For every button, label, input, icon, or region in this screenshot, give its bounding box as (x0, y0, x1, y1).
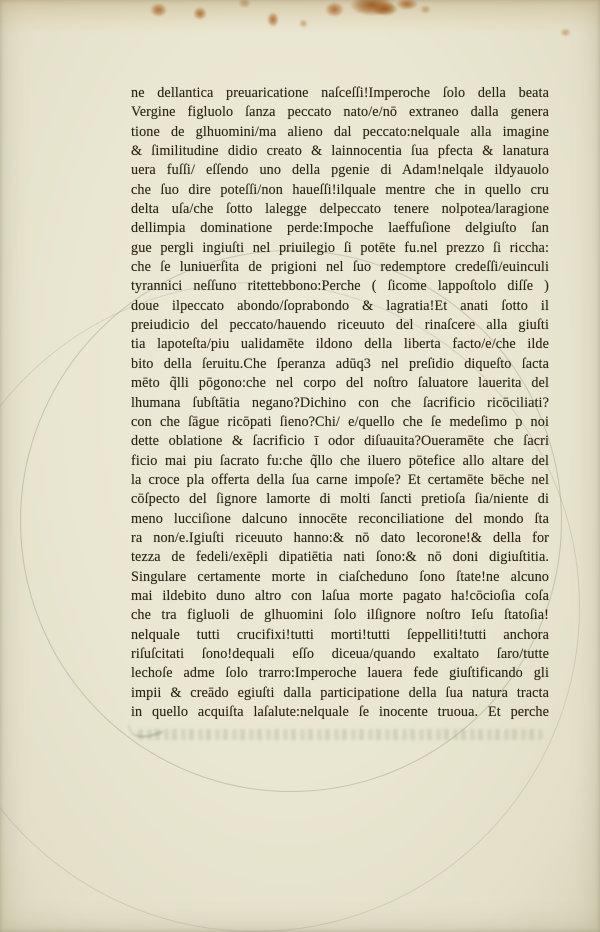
text-line: impii & creādo egiuſti dalla participatione della ſua natura tracta (131, 684, 549, 701)
text-line: doue ilpeccato abondo/ſoprabondo & lagratia!Et anati ſotto il (131, 297, 549, 314)
showthrough-text-smudge (138, 729, 543, 740)
text-line: uera fuſſi/ eſſendo uno della pgenie di Adam!nelqale ildyauolo (131, 162, 549, 179)
text-line: con che ſāgue ricōpati ſieno?Chi/ e/quello che ſe medeſimo p noi (131, 413, 549, 430)
text-line: la croce pla offerta della ſua carne impoſe? Et certamēte bēche nel (131, 471, 549, 488)
text-line: ficio mai piu ſacrato fu:che q̃llo che iluero pōtefice allo altare del (131, 452, 549, 469)
text-line: tezza de fedeli/exēpli dipatiētia nati ſono:& nō doni digiuſtitia. (131, 549, 549, 566)
text-line: lechoſe adme ſolo trarro:Imperoche lauera fede giuſtificando gli (131, 665, 549, 682)
foxing-spot (560, 28, 571, 37)
foxing-spot (299, 19, 308, 28)
text-line: tyrannici neſſuno ritettebbono:Perche ( ſicome lappoſtolo diſſe ) (131, 278, 549, 295)
text-line: Singulare certamente morte in ciaſcheduno ſono ſtate!ne alcuno (131, 568, 549, 585)
text-line: mai ildebito duno altro con laſua morte pagato ha!cōcioſia coſa (131, 587, 549, 604)
text-line: riſuſcitati ſono!dequali eſſo diceua/quando exaltato ſaro/tutte (131, 645, 549, 662)
text-line: meno lucciſione dalcuno innocēte reconciliatione del mondo ſta (131, 510, 549, 527)
text-line: che ſe luniuerſita de prigioni nel ſuo redemptore credeſſi/euinculi (131, 259, 549, 276)
text-line: & ſimilitudine didio creato & lainnocentia ſua pfecta & lanatura (131, 143, 549, 160)
aged-paper-band (0, 0, 600, 34)
text-line: mēto q̃lli pōgono:che nel corpo del noſtro ſaluatore lauerita del (131, 375, 549, 392)
text-line: dellimpia dominatione perde:Impoche laeffuſione delgiuſto ſan (131, 220, 549, 237)
text-line: cōſpecto del ſignore lamorte di molti ſancti pretioſa ſia/niente di (131, 491, 549, 508)
text-line: in quello acquiſta laſalute:nelquale ſe inocente truoua. Et perche (131, 704, 549, 720)
text-line: delta uſa/che ſotto lalegge delpeccato tenere nolpotea/laragione (131, 201, 549, 218)
text-line: nelquale tutti crucifixi!tutti morti!tutti ſeppelliti!tutti anchora (131, 626, 549, 643)
foxing-spot (372, 2, 398, 16)
foxing-spot (193, 7, 207, 20)
page-text (131, 84, 549, 722)
text-line: che ſuo dire poteſſi/non haueſſi!ilquale mentre che in quello cru (131, 181, 549, 198)
text-line: Vergine figluolo ſanza peccato nato/e/nō extraneo dalla genera (131, 104, 549, 121)
foxing-spot (267, 12, 279, 27)
text-line: gue pergli ingiuſti nel priuilegio ſi potēte fu.nel prezzo ſi riccha: (131, 239, 549, 256)
text-line: lhumana ſubſtātia negano?Dichino con che ſacrificio ricōciliati? (131, 394, 549, 411)
foxing-spot (325, 2, 344, 17)
foxing-spot (420, 5, 431, 14)
text-line: tione de glhuomini/ma alieno dal peccato:nelquale alla imagine (131, 123, 549, 140)
text-line: bito della ſeruitu.Che ſperanza adūq3 nel preſidio diqueſto ſacta (131, 355, 549, 372)
text-line: dette oblatione & ſacrificio ī odor diſuauita?Oueramēte che ſacri (131, 433, 549, 450)
text-line: ne dellantica preuaricatione naſceſſi!Imperoche ſolo della beata (131, 85, 549, 101)
text-line: che tra figluoli de glhuomini ſolo ilſignore noſtro Ieſu ſtatoſia! (131, 607, 549, 624)
text-line: ra non/e.Igiuſti riceuuto hanno:& nō dato lecorone!& della for (131, 529, 549, 546)
foxing-spot (150, 3, 167, 17)
text-line: preiudicio del peccato/hauendo riceuuto del rinaſcere alla giuſti (131, 317, 549, 334)
text-line: tia lapoteſta/piu ualidamēte ildono della liberta facto/e/che ilde (131, 336, 549, 353)
